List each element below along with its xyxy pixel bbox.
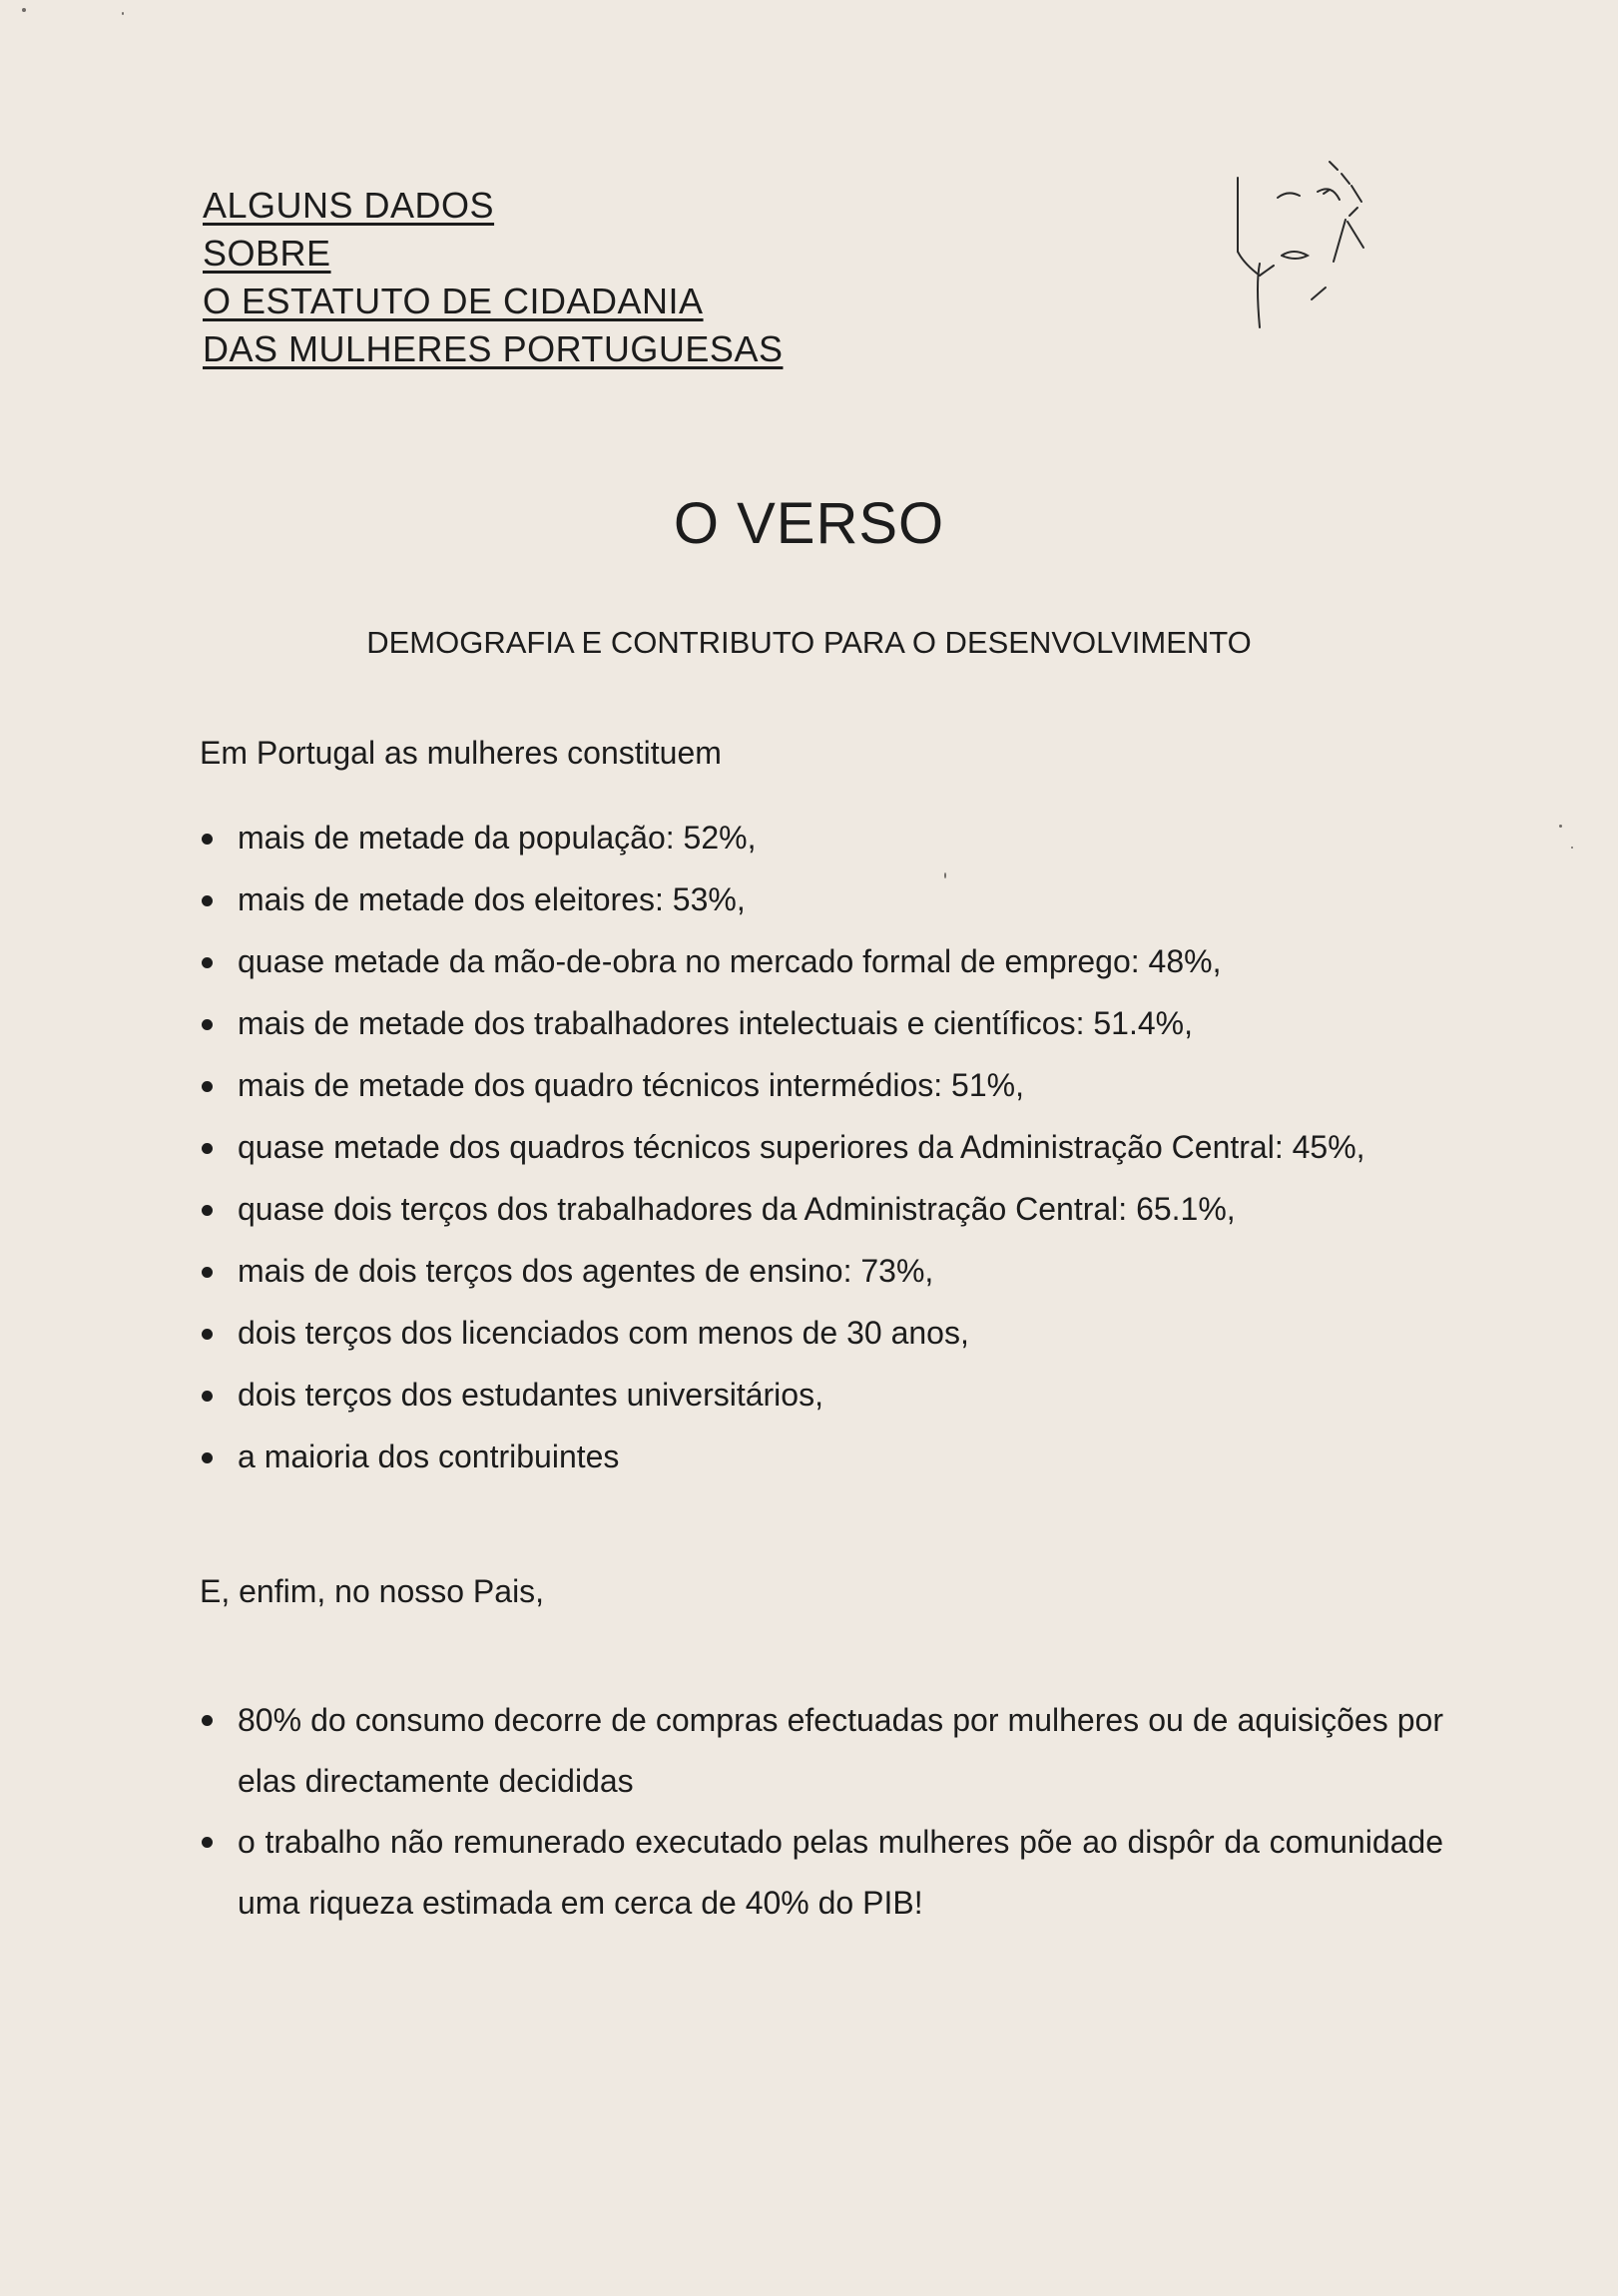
- closing-list: [200, 1690, 1443, 1934]
- bullet-dot-icon: [202, 1143, 213, 1154]
- list-item: [200, 1373, 1597, 1435]
- section-title: DEMOGRAFIA E CONTRIBUTO PARA O DESENVOLVIMENTO: [366, 625, 1252, 660]
- paper-speck: [944, 872, 946, 878]
- list-item: [200, 877, 1597, 939]
- bullet-dot-icon: [202, 1019, 213, 1030]
- face-sketch-icon: [1226, 160, 1405, 339]
- intro-text: Em Portugal as mulheres constituem: [200, 735, 722, 771]
- paper-speck: [22, 8, 26, 12]
- bullet-dot-icon: [202, 1205, 213, 1216]
- bullet-dot-icon: [202, 1452, 213, 1463]
- list-item-text: mais de metade dos quadro técnicos intermédios: 51%,: [238, 1067, 1024, 1103]
- bullet-dot-icon: [202, 957, 213, 968]
- list-item-text: a maioria dos contribuintes: [238, 1438, 620, 1474]
- list-item: [200, 1187, 1597, 1249]
- bullet-dot-icon: [202, 1715, 213, 1726]
- header-line-1: ALGUNS DADOS: [203, 185, 495, 226]
- header-line-2: SOBRE: [203, 233, 331, 274]
- document-title: O VERSO: [673, 491, 945, 556]
- list-item-text: mais de dois terços dos agentes de ensino: 73%,: [238, 1253, 934, 1289]
- bullet-dot-icon: [202, 1391, 213, 1402]
- list-item-text: dois terços dos licenciados com menos de 30 anos,: [238, 1315, 969, 1351]
- list-item-text: mais de metade da população: 52%,: [238, 820, 757, 856]
- list-item: [200, 1435, 1597, 1496]
- list-item: [200, 1311, 1597, 1373]
- list-item: [200, 1690, 1443, 1812]
- list-item: [200, 1249, 1597, 1311]
- list-item-text: o trabalho não remunerado executado pelas mulheres põe ao dispôr da comunidade uma riqueza estimada em cerca de 40% do PIB!: [238, 1824, 1443, 1921]
- bullet-dot-icon: [202, 1081, 213, 1092]
- list-item: [200, 939, 1597, 1001]
- bullet-dot-icon: [202, 895, 213, 906]
- list-item-text: quase dois terços dos trabalhadores da Administração Central: 65.1%,: [238, 1191, 1236, 1227]
- bullet-dot-icon: [202, 834, 213, 845]
- list-item-text: mais de metade dos eleitores: 53%,: [238, 881, 746, 917]
- header-line-3: O ESTATUTO DE CIDADANIA: [203, 281, 704, 321]
- paper-speck: [1571, 847, 1573, 849]
- bullet-dot-icon: [202, 1267, 213, 1278]
- closing-intro-text: E, enfim, no nosso Pais,: [200, 1573, 545, 1609]
- list-item-text: quase metade da mão-de-obra no mercado formal de emprego: 48%,: [238, 943, 1222, 979]
- list-item-text: mais de metade dos trabalhadores intelectuais e científicos: 51.4%,: [238, 1005, 1193, 1041]
- list-item: [200, 1125, 1597, 1187]
- bullet-dot-icon: [202, 1837, 213, 1848]
- list-item-text: dois terços dos estudantes universitários,: [238, 1377, 823, 1413]
- list-item: [200, 1063, 1597, 1125]
- document-header: [203, 182, 901, 373]
- list-item: [200, 1812, 1443, 1934]
- list-item-text: 80% do consumo decorre de compras efectuadas por mulheres ou de aquisições por elas directamente decididas: [238, 1702, 1443, 1799]
- bullet-dot-icon: [202, 1329, 213, 1340]
- list-item: [200, 1001, 1597, 1063]
- paper-speck: [1559, 825, 1562, 828]
- list-item-text: quase metade dos quadros técnicos superiores da Administração Central: 45%,: [238, 1129, 1365, 1165]
- header-line-4: DAS MULHERES PORTUGUESAS: [203, 328, 784, 369]
- list-item: [200, 816, 1597, 877]
- paper-speck: [122, 12, 124, 15]
- statistics-list: [200, 816, 1597, 1496]
